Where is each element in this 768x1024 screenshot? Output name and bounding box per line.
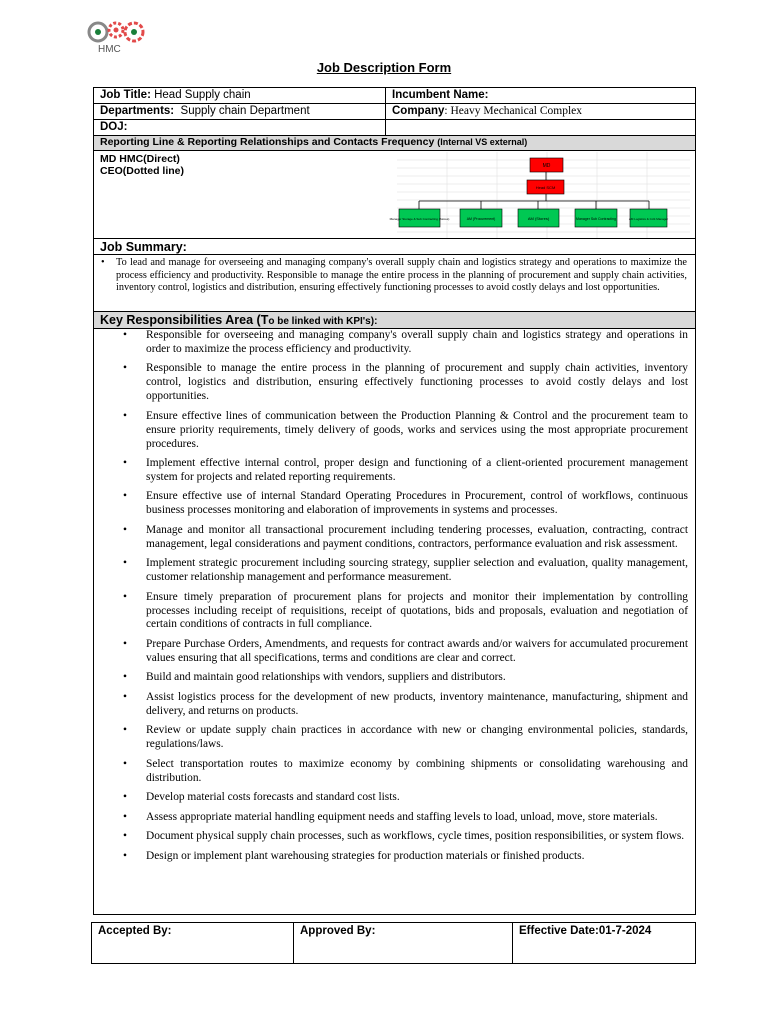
row-job-title: [94, 88, 695, 104]
effective-date-label: Effective Date:01-7-2024: [519, 925, 652, 937]
list-item: • Ensure timely preparation of procurement plans for projects and monitor their implementation by controlling processes including receipt of requisitions, receipt of quotations, bids and proposals, evaluation and negotiation of certain conditions of contracts in full compliance.: [94, 591, 695, 633]
responsibilities-list: [94, 329, 695, 869]
org-node-child-2: [460, 209, 502, 227]
reporting-line-dotted: CEO(Dotted line): [100, 165, 184, 177]
org-node-child-4: [575, 209, 617, 227]
key-responsibilities-heading-text: Key Responsibilities Area (T: [100, 313, 269, 327]
svg-text:Manager Storage & Sub Contract: Manager Storage & Sub Contracting (Stores): [389, 217, 450, 221]
job-title-value: Head Supply chain: [154, 89, 251, 101]
svg-text:AM Logistics & CoS Manager: AM Logistics & CoS Manager: [628, 217, 669, 221]
gear-logo-icon: [84, 18, 150, 56]
list-item: • Assist logistics process for the development of new products, inventory maintenance, manufacturing, shipment and delivery, and returns on products.: [94, 691, 695, 719]
reporting-heading: [94, 136, 695, 151]
departments-label: Departments:: [100, 105, 175, 117]
accepted-by-cell: [92, 923, 293, 963]
doj-empty-cell: [385, 120, 695, 135]
list-item: • Manage and monitor all transactional procurement including tendering processes, evaluation, contracting, contract management, legal considerations and payment conditions, contractors, performance evaluation and risk assessment.: [94, 524, 695, 552]
reporting-heading-text: Reporting Line & Reporting Relationships and Contacts Frequency: [100, 136, 435, 148]
list-item: • Document physical supply chain processes, such as workflows, cycle times, position responsibilities, or system flows.: [94, 830, 695, 844]
svg-text:Head SCM: Head SCM: [535, 185, 556, 190]
list-item: • Ensure effective use of internal Standard Operating Procedures in Procurement, control of workflows, continuous business processes monitoring and elaboration of improvements in systems and processes.: [94, 490, 695, 518]
list-item: • Review or update supply chain practices in accordance with new or changing environmental policies, standards, regulations/laws.: [94, 724, 695, 752]
svg-text:Manager Sub Contracting: Manager Sub Contracting: [576, 217, 616, 221]
approved-by-label: Approved By:: [300, 925, 376, 937]
org-chart: [389, 152, 690, 238]
list-item: • Select transportation routes to maximize economy by combining shipments or consolidating warehousing and distribution.: [94, 758, 695, 786]
incumbent-cell: [385, 88, 695, 103]
job-summary-text: • To lead and manage for overseeing and managing company's overall supply chain and logistics strategy and operations to maximize the process efficiency and productivity. Responsible to manage the entire process in the planning of procurement and supply chain activities, inventory control, logistics and distribution, ensuring effectively functioning processes to avoid costly delays and lost opportunities.: [94, 255, 695, 295]
key-responsibilities-heading: [94, 312, 695, 329]
key-responsibilities-heading-small: o be linked with KPI's):: [268, 316, 378, 327]
list-item: • Design or implement plant warehousing strategies for production materials or finished products.: [94, 850, 695, 864]
list-item: • Prepare Purchase Orders, Amendments, and requests for contract awards and/or waivers for accumulated procurement values ensuring that all specifications, terms and conditions are clear and correct.: [94, 638, 695, 666]
org-node-child-5: [629, 209, 668, 227]
svg-text:AM (Stores): AM (Stores): [527, 216, 550, 221]
doj-label: DOJ:: [100, 121, 128, 133]
accepted-by-label: Accepted By:: [98, 925, 172, 937]
list-item: • Ensure effective lines of communication between the Production Planning & Control and the procurement team to ensure priority requirements, timely delivery of goods, works and services using the most appropriate procurement procedures.: [94, 410, 695, 452]
incumbent-label: Incumbent Name:: [392, 89, 489, 101]
org-node-child-3: [518, 209, 559, 227]
org-node-head-scm: [527, 180, 564, 194]
company-value: : Heavy Mechanical Complex: [444, 105, 583, 117]
row-departments: [94, 104, 695, 120]
job-summary-heading-text: Job Summary:: [100, 240, 187, 254]
list-item: • Responsible for overseeing and managing company's overall supply chain and logistics strategy and operations in order to maximize the process efficiency and productivity.: [94, 329, 695, 357]
job-summary-row: [94, 255, 695, 312]
approved-by-cell: [293, 923, 512, 963]
job-summary-heading: [94, 239, 695, 255]
row-doj: [94, 120, 695, 136]
company-cell: [385, 104, 695, 119]
reporting-heading-small: (Internal VS external): [437, 137, 528, 147]
list-item: • Implement strategic procurement including sourcing strategy, supplier selection and evaluation, quality management, customer relationship management and performance measurement.: [94, 557, 695, 585]
list-item: • Responsible to manage the entire process in the planning of procurement and supply chain activities, inventory control, logistics and distribution, ensuring effectively functioning processes to avoid costly delays and lost opportunities.: [94, 362, 695, 404]
list-item: • Develop material costs forecasts and standard cost lists.: [94, 791, 695, 805]
svg-text:MD: MD: [542, 163, 551, 169]
signature-table: [91, 922, 696, 964]
departments-cell: [94, 104, 384, 119]
departments-value: Supply chain Department: [180, 105, 310, 117]
list-item: • Assess appropriate material handling equipment needs and staffing levels to load, unload, move, store materials.: [94, 811, 695, 825]
job-title-cell: [94, 88, 384, 103]
company-label: Company: [392, 105, 445, 117]
job-title-label: Job Title:: [100, 89, 151, 101]
logo-text: HMC: [98, 44, 121, 55]
org-node-child-1: [390, 209, 450, 227]
page-title: Job Description Form: [316, 60, 452, 75]
job-description-table: [93, 87, 696, 915]
svg-text:AM (Procurement): AM (Procurement): [466, 217, 496, 221]
org-node-md: [530, 158, 563, 172]
list-item: • Implement effective internal control, proper design and functioning of a client-oriented procurement management system for projects and related reporting requirements.: [94, 457, 695, 485]
effective-date-cell: [512, 923, 695, 963]
reporting-line-direct: MD HMC(Direct): [100, 153, 180, 165]
list-item: • Build and maintain good relationships with vendors, suppliers and distributors.: [94, 671, 695, 685]
reporting-lines: [100, 153, 184, 177]
doj-cell: [94, 120, 384, 135]
